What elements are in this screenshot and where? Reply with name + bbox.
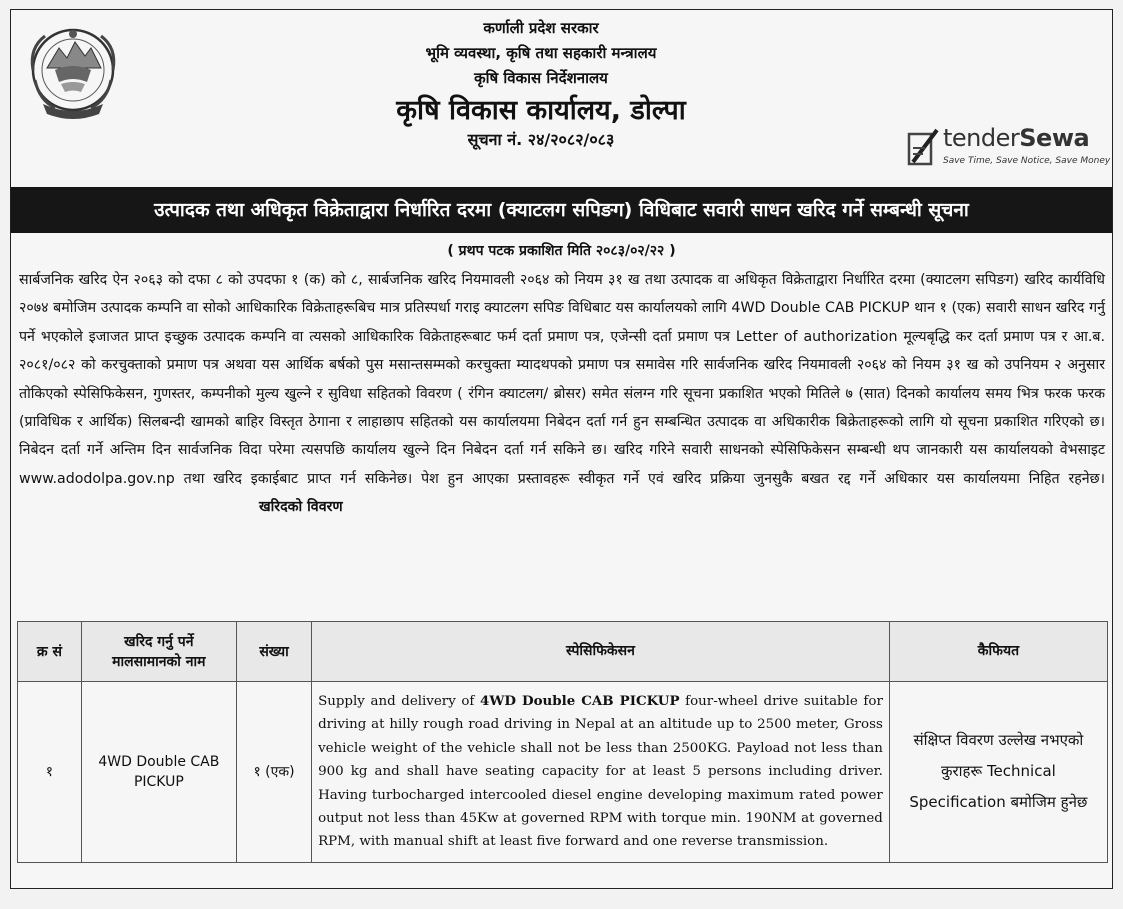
logo-text-tender: tender xyxy=(943,124,1020,152)
notice-number: सूचना नं. २४/२०८२/०८३ xyxy=(467,130,615,149)
section-title: खरिदको विवरण xyxy=(259,499,343,516)
government-emblem-icon xyxy=(25,18,121,122)
published-date: ( प्रथप पटक प्रकाशित मिति २०८३/०२/२२ ) xyxy=(447,243,676,259)
header-quantity: संख्या xyxy=(236,622,311,682)
notice-title-bar: उत्पादक तथा अधिकृत विक्रेताद्वारा निर्धारित दरमा (क्याटलग सपिङग) विधिबाट सवारी साधन खरिद गर्ने सम्बन्धी सूचना xyxy=(11,187,1112,233)
header-item-name-line2: मालसामानको नाम xyxy=(112,653,206,670)
directorate-name: कृषि विकास निर्देशनालय xyxy=(474,69,608,87)
row-item-name-line1: 4WD Double CAB xyxy=(98,753,220,770)
ministry-name: भूमि व्यवस्था, कृषि तथा सहकारी मन्त्रालय xyxy=(425,44,657,62)
province-government: कर्णाली प्रदेश सरकार xyxy=(483,19,599,37)
notice-body xyxy=(19,266,1105,522)
logo-text-sewa: Sewa xyxy=(1019,124,1090,152)
row-remarks: संक्षिप्त विवरण उल्लेख नभएको कुराहरू Technical Specification बमोजिम हुनेछ xyxy=(889,682,1107,863)
header-item-name-line1: खरिद गर्नु पर्ने xyxy=(124,633,194,650)
header-specification: स्पेसिफिकेसन xyxy=(312,622,890,682)
tendersewa-logo xyxy=(905,124,1115,174)
header-remarks: कैफियत xyxy=(889,622,1107,682)
row-serial-no: १ xyxy=(18,682,82,863)
spec-details: four-wheel drive suitable for driving at hilly rough road driving in Nepal at an altitude up to 2500 meter, Gross vehicle weight of the vehicle shall not be less than 2500KG. Payload not less than 900 kg and shall have seating capacity for at least 5 persons including driver. Having turbocharged intercooled diesel engine developing maximum rated power output not less than 45Kw at governed RPM with torque min. 190NM at governed RPM, with manual shift at least five forward and one reverse transmission. xyxy=(318,694,883,850)
office-name: कृषि विकास कार्यालय, डोल्पा xyxy=(396,95,686,126)
notice-body-text: सार्बजनिक खरिद ऐन २०६३ को दफा ८ को उपदफा १ (क) को ८, सार्बजनिक खरिद नियमावली २०६४ को नियम ३१ ख तथा उत्पादक वा अधिकृत विक्रेताद्वारा निर्धारित दरमा (क्याटलग सपिङग) खरिद कार्यविधि २०७४ बमोजिम उत्पादक कम्पनि वा सोको आधिकारिक विक्रेताहरूबिच मात्र प्रतिस्पर्धा गराइ क्याटलग सपिङ विधिबाट यस कार्यालयको लागि 4WD Double CAB PICKUP थान १ (एक) सवारी साधन खरिद गर्नु पर्ने भएकोले इजाजत प्राप्त इच्छुक उत्पादक कम्पनि वा त्यसको आधिकारिक विक्रेताहरूबाट फर्म दर्ता प्रमाण पत्र, एजेन्सी दर्ता प्रमाण पत्र Letter of authorization मूल्यबृद्धि कर दर्ता प्रमाण पत्र र आ.ब. २०८१/०८२ को करचुक्ताको प्रमाण पत्र अथवा यस आर्थिक बर्षको पुस मसान्तसम्मको करचुक्ता म्यादथपको प्रमाण पत्र समावेस गरि सार्वजनिक खरिद नियमावली २०६४ को नियम ३१ ख को उपनियम २ अनुसार तोकिएको स्पेसिफिकेसन, गुणस्तर, कम्पनीको मुल्य खुल्ने र सुविधा सहितको विवरण ( रंगिन क्याटलग/ ब्रोसर) समेत संलग्न गरि सूचना प्रकाशित भएको मितिले ७ (सात) दिनको कार्यालय समय भित्र फरक फरक (प्राविधिक र आर्थिक) सिलबन्दी खामको बाहिर विस्तृत ठेगाना र लाहाछाप सहितको यस कार्यालयमा निबेदन दर्ता गर्न हुन सम्बन्धित उत्पादक वा अधिकारीक बिक्रेताहरूको लागि यो सूचना प्रकाशित गरिएको छ। निबेदन दर्ता गर्ने अन्तिम दिन सार्वजनिक विदा परेमा त्यसपछि कार्यालय खुल्ने दिन निबेदन दर्ता गर्न सकिने छ। खरिद गरिने सवारी साधनको स्पेसिफिकेसन सम्बन्धी थप जानकारी यस कार्यालयको वेभसाइट www.adodolpa.gov.np तथा खरिद इकाईबाट प्राप्त गर्न सकिनेछ। पेश हुन आएका प्रस्तावहरू स्वीकृत गर्ने एवं खरिद प्रक्रिया जुनसुकै बखत रद्द गर्ने अधिकार यस कार्यालयमा निहित रहनेछ। xyxy=(19,272,1105,487)
table-header-row xyxy=(18,622,1108,682)
row-quantity: १ (एक) xyxy=(236,682,311,863)
spec-intro: Supply and delivery of xyxy=(318,694,481,709)
row-item-name-line2: PICKUP xyxy=(133,773,184,790)
header-serial-no: क्र सं xyxy=(18,622,82,682)
tendersewa-wordmark xyxy=(943,124,1089,152)
table-row xyxy=(18,682,1108,863)
notice-page xyxy=(10,9,1113,889)
tendersewa-mark-icon xyxy=(905,126,941,168)
header-item-name xyxy=(81,622,236,682)
letterhead xyxy=(271,16,811,151)
logo-tagline: Save Time, Save Notice, Save Money xyxy=(943,156,1111,166)
procurement-table xyxy=(17,621,1108,863)
row-item-name xyxy=(81,682,236,863)
row-specification xyxy=(312,682,890,863)
spec-vehicle-name: 4WD Double CAB PICKUP xyxy=(480,693,680,709)
